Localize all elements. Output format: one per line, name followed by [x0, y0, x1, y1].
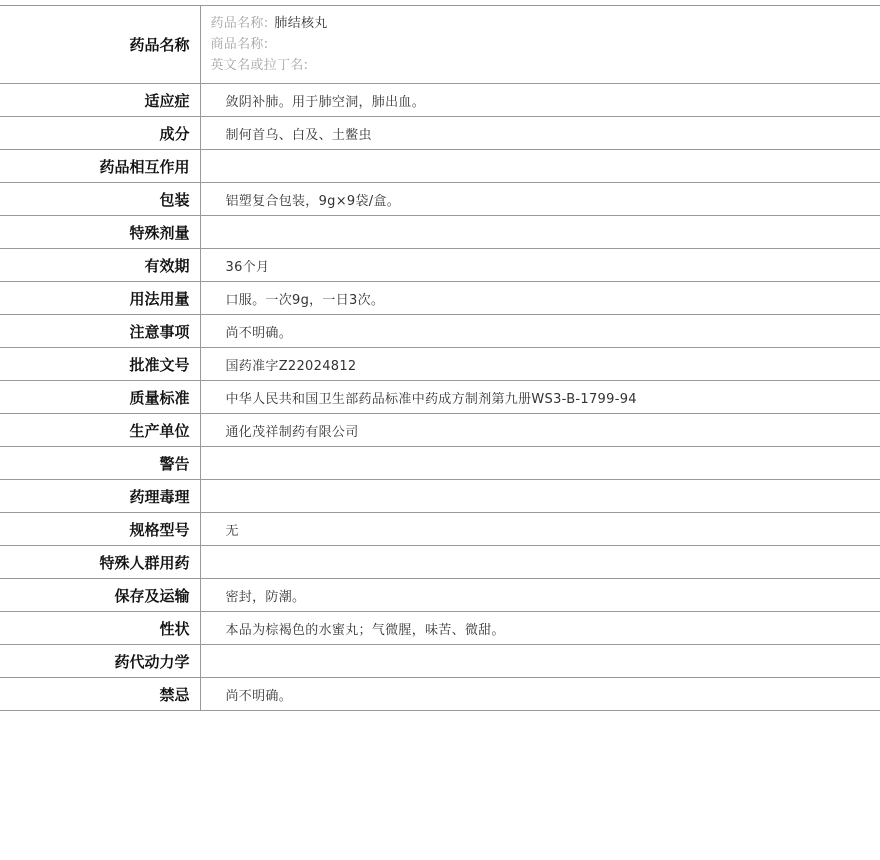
row-value: 密封，防潮。	[225, 589, 306, 605]
drug-info-table	[0, 5, 880, 711]
table-row	[0, 117, 880, 150]
english-name-line	[211, 55, 880, 76]
row-label: 规格型号	[0, 513, 200, 546]
table-row	[0, 579, 880, 612]
row-label: 适应症	[0, 84, 200, 117]
row-label: 成分	[0, 117, 200, 150]
table-row	[0, 678, 880, 711]
generic-name-line	[211, 13, 880, 34]
row-value: 口服。一次9g，一日3次。	[225, 292, 385, 308]
row-label: 药理毒理	[0, 480, 200, 513]
trade-name-caption: 商品名称:	[210, 37, 269, 52]
row-value	[200, 480, 880, 513]
table-row	[0, 315, 880, 348]
table-row	[0, 513, 880, 546]
table-row	[0, 447, 880, 480]
row-value: 尚不明确。	[225, 325, 293, 341]
table-row	[0, 282, 880, 315]
table-row	[0, 84, 880, 117]
table-row	[0, 216, 880, 249]
row-label: 用法用量	[0, 282, 200, 315]
table-row	[0, 414, 880, 447]
row-label: 注意事项	[0, 315, 200, 348]
row-label: 质量标准	[0, 381, 200, 414]
row-label: 禁忌	[0, 678, 200, 711]
row-value	[200, 447, 880, 480]
row-value: 无	[225, 523, 239, 539]
generic-name-caption: 药品名称:	[210, 16, 269, 31]
row-label: 有效期	[0, 249, 200, 282]
row-value: 敛阴补肺。用于肺空洞，肺出血。	[225, 94, 426, 110]
row-value: 尚不明确。	[225, 688, 293, 704]
table-row	[0, 348, 880, 381]
table-row	[0, 645, 880, 678]
row-value: 36个月	[225, 259, 270, 275]
row-value: 制何首乌、白及、土鳖虫	[225, 127, 372, 143]
table-row	[0, 381, 880, 414]
row-value: 通化茂祥制药有限公司	[225, 424, 359, 440]
table-row	[0, 150, 880, 183]
row-label: 性状	[0, 612, 200, 645]
row-label: 药代动力学	[0, 645, 200, 678]
row-value	[200, 546, 880, 579]
generic-name-value: 肺结核丸	[274, 16, 328, 31]
row-label: 特殊剂量	[0, 216, 200, 249]
row-label: 包装	[0, 183, 200, 216]
table-row	[0, 612, 880, 645]
table-row	[0, 546, 880, 579]
row-value	[200, 216, 880, 249]
table-row	[0, 249, 880, 282]
row-value: 中华人民共和国卫生部药品标准中药成方制剂第九册WS3-B-1799-94	[225, 391, 637, 407]
row-label: 特殊人群用药	[0, 546, 200, 579]
row-value	[200, 150, 880, 183]
row-label: 药品相互作用	[0, 150, 200, 183]
table-row	[0, 480, 880, 513]
row-label-drug-name: 药品名称	[0, 6, 200, 84]
row-value	[200, 645, 880, 678]
table-row	[0, 183, 880, 216]
row-label: 保存及运输	[0, 579, 200, 612]
row-value: 铝塑复合包装，9g×9袋/盒。	[225, 193, 401, 209]
table-row-drug-name	[0, 6, 880, 84]
row-label: 生产单位	[0, 414, 200, 447]
row-value: 本品为棕褐色的水蜜丸；气微腥，味苦、微甜。	[225, 622, 505, 638]
row-label: 批准文号	[0, 348, 200, 381]
english-name-caption: 英文名或拉丁名:	[210, 58, 309, 73]
row-label: 警告	[0, 447, 200, 480]
row-value: 国药准字Z22024812	[225, 358, 357, 374]
trade-name-line	[211, 34, 880, 55]
drug-name-cell	[200, 6, 880, 84]
